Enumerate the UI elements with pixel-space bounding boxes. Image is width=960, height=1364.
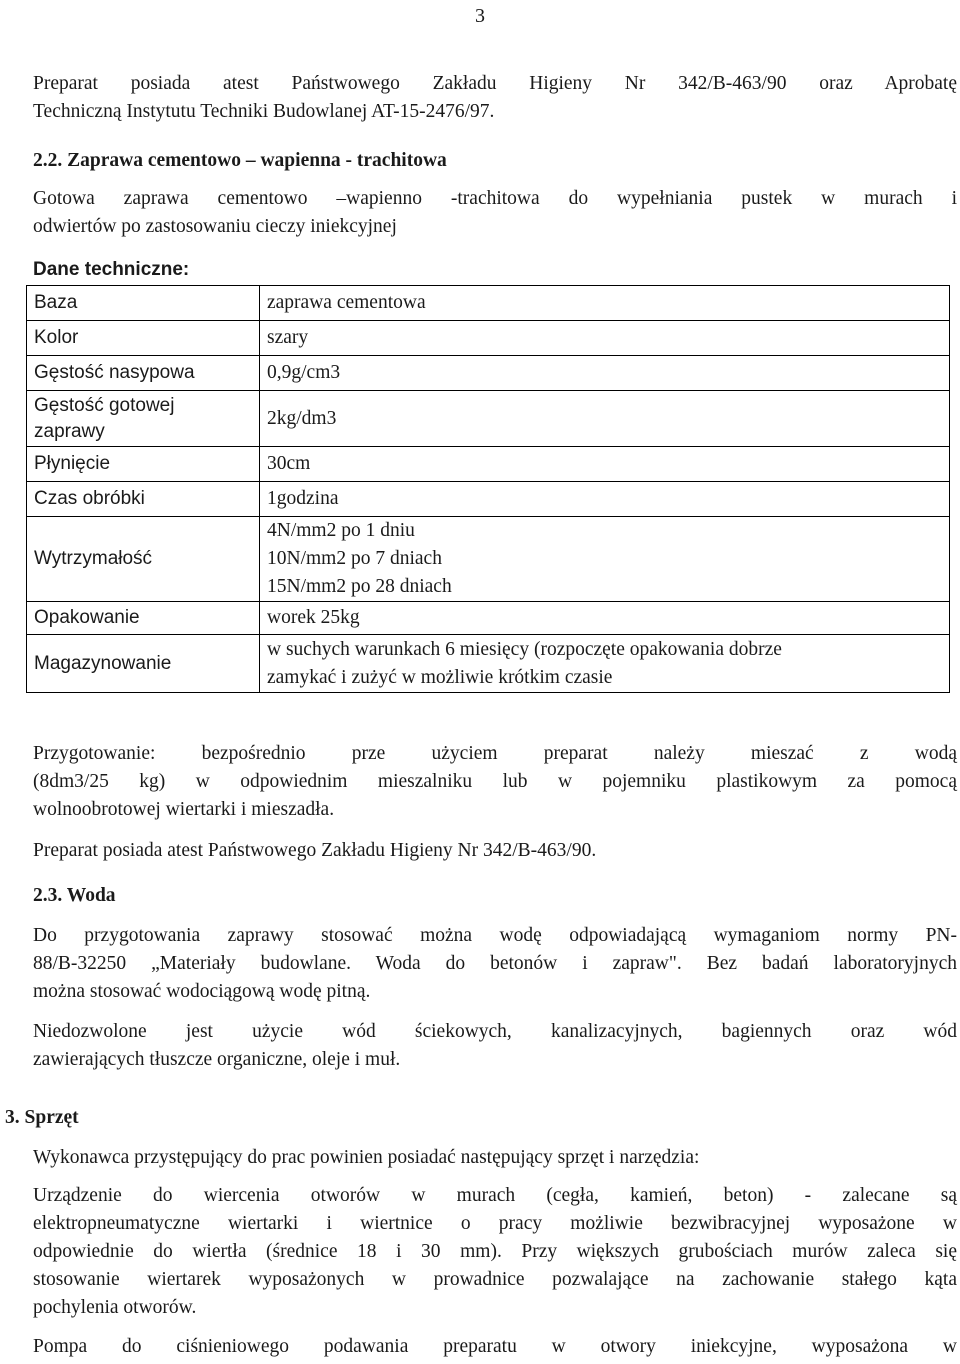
spec-key bbox=[27, 391, 260, 447]
water-paragraph-1 bbox=[33, 922, 957, 1006]
drill-line-3: odpowiednie do wiertła (średnice 18 i 30 mm). Przy większych grubościach murów zaleca się bbox=[33, 1241, 957, 1262]
drill-line-2: elektropneumatyczne wiertarki i wiertnice o pracy możliwie bezwibracyjnej wyposażone w bbox=[33, 1213, 957, 1234]
pump-paragraph bbox=[33, 1333, 957, 1361]
drill-line-5: pochylenia otworów. bbox=[33, 1297, 197, 1318]
spec-key: Opakowanie bbox=[27, 602, 260, 635]
spec-value: 0,9g/cm3 bbox=[260, 356, 950, 391]
spec-key: Czas obróbki bbox=[27, 482, 260, 517]
prep-line-1: Przygotowanie: bezpośrednio prze użyciem preparat należy mieszać z wodą bbox=[33, 743, 957, 764]
spec-value bbox=[260, 517, 950, 602]
table-row bbox=[27, 602, 950, 635]
spec-key: Wytrzymałość bbox=[27, 517, 260, 602]
spec-key: Baza bbox=[27, 286, 260, 321]
spec-value: worek 25kg bbox=[260, 602, 950, 635]
drill-line-4: stosowanie wiertarek wyposażonych w prowadnice pozwalające na zachowanie stałego kąta bbox=[33, 1269, 957, 1290]
spec-value-line: 15N/mm2 po 28 dniach bbox=[267, 576, 452, 597]
spec-heading: Dane techniczne: bbox=[33, 259, 190, 280]
spec-value: szary bbox=[260, 321, 950, 356]
preparation-paragraph bbox=[33, 740, 957, 824]
spec-value-line: w suchych warunkach 6 miesięcy (rozpoczęte opakowania dobrze bbox=[267, 638, 782, 660]
table-row bbox=[27, 635, 950, 693]
water-p1-line-2: 88/B-32250 „Materiały budowlane. Woda do betonów i zapraw". Bez badań laboratoryjnych bbox=[33, 953, 957, 974]
pump-line-1: Pompa do ciśnieniowego podawania preparatu w otwory iniekcyjne, wyposażona w bbox=[33, 1336, 957, 1357]
atest-note: Preparat posiada atest Państwowego Zakładu Higieny Nr 342/B-463/90. bbox=[33, 840, 597, 861]
technical-data-table bbox=[26, 285, 950, 693]
water-p1-line-1: Do przygotowania zaprawy stosować można wodę odpowiadającą wymaganiom normy PN- bbox=[33, 925, 957, 946]
prep-line-3: wolnoobrotowej wiertarki i mieszadła. bbox=[33, 799, 335, 820]
spec-value: zaprawa cementowa bbox=[260, 286, 950, 321]
water-paragraph-2 bbox=[33, 1018, 957, 1074]
spec-key-line: Gęstość gotowej bbox=[34, 394, 175, 416]
spec-value: 2kg/dm3 bbox=[260, 391, 950, 447]
desc-line-2: odwiertów po zastosowaniu cieczy iniekcyjnej bbox=[33, 216, 397, 237]
spec-value-line: 4N/mm2 po 1 dniu bbox=[267, 520, 415, 541]
spec-key: Gęstość nasypowa bbox=[27, 356, 260, 391]
spec-value: 1godzina bbox=[260, 482, 950, 517]
intro-paragraph bbox=[33, 70, 957, 126]
table-row bbox=[27, 391, 950, 447]
spec-value bbox=[260, 635, 950, 693]
spec-key: Kolor bbox=[27, 321, 260, 356]
section-2-3-title: 2.3. Woda bbox=[33, 885, 116, 906]
drilling-paragraph bbox=[33, 1182, 957, 1322]
spec-key: Płynięcie bbox=[27, 447, 260, 482]
table-row bbox=[27, 321, 950, 356]
equipment-intro: Wykonawca przystępujący do prac powinien posiadać następujący sprzęt i narzędzia: bbox=[33, 1147, 700, 1168]
table-row bbox=[27, 447, 950, 482]
section-3-title: 3. Sprzęt bbox=[5, 1107, 79, 1128]
spec-key-line: zaprawy bbox=[34, 420, 105, 442]
intro-line-2: Techniczną Instytutu Techniki Budowlanej AT-15-2476/97. bbox=[33, 101, 495, 122]
table-row bbox=[27, 517, 950, 602]
table-row bbox=[27, 356, 950, 391]
water-p2-line-2: zawierających tłuszcze organiczne, oleje i muł. bbox=[33, 1049, 401, 1070]
table-row bbox=[27, 286, 950, 321]
water-p2-line-1: Niedozwolone jest użycie wód ściekowych, kanalizacyjnych, bagiennych oraz wód bbox=[33, 1021, 957, 1042]
page-number: 3 bbox=[475, 5, 485, 27]
prep-line-2: (8dm3/25 kg) w odpowiednim mieszalniku lub w pojemniku plastikowym za pomocą bbox=[33, 771, 957, 792]
spec-key: Magazynowanie bbox=[27, 635, 260, 693]
spec-value-line: zamykać i zużyć w możliwie krótkim czasie bbox=[267, 666, 613, 688]
section-2-2-title: 2.2. Zaprawa cementowo – wapienna - trachitowa bbox=[33, 150, 447, 171]
drill-line-1: Urządzenie do wiercenia otworów w murach (cegła, kamień, beton) - zalecane są bbox=[33, 1185, 957, 1206]
intro-line-1: Preparat posiada atest Państwowego Zakładu Higieny Nr 342/B-463/90 oraz Aprobatę bbox=[33, 73, 957, 94]
spec-value-line: 10N/mm2 po 7 dniach bbox=[267, 548, 442, 569]
desc-line-1: Gotowa zaprawa cementowo –wapienno -trachitowa do wypełniania pustek w murach i bbox=[33, 188, 957, 209]
section-2-2-description bbox=[33, 185, 957, 241]
spec-value: 30cm bbox=[260, 447, 950, 482]
water-p1-line-3: można stosować wodociągową wodę pitną. bbox=[33, 981, 371, 1002]
table-row bbox=[27, 482, 950, 517]
